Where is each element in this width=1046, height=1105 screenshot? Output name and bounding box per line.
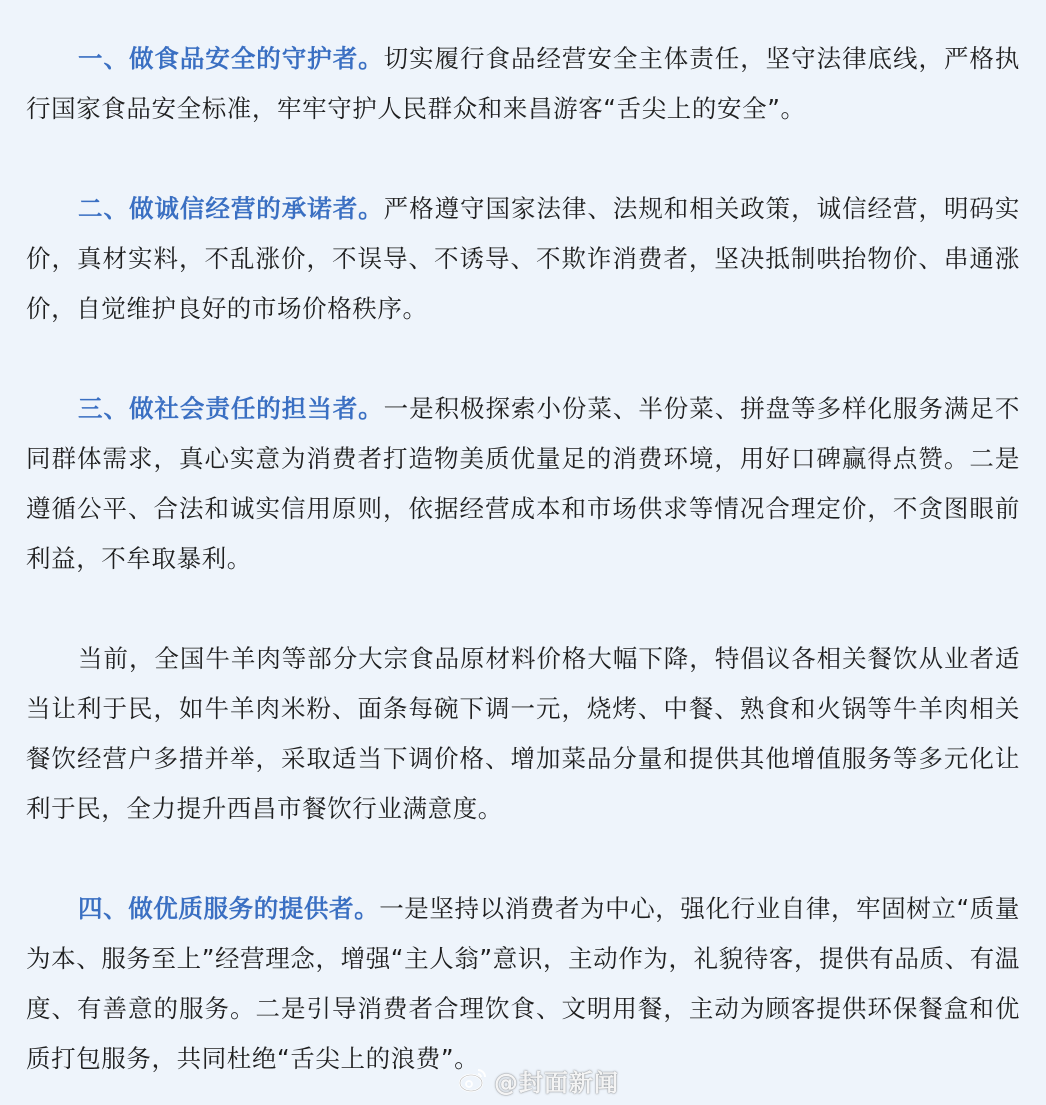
watermark-text: @封面新闻 — [494, 1068, 619, 1097]
source-watermark — [458, 1064, 619, 1096]
paragraph-price-initiative — [26, 634, 1020, 834]
document-body — [26, 34, 1020, 1084]
paragraph-integrity — [26, 184, 1020, 334]
paragraph-social-responsibility — [26, 384, 1020, 584]
section-body: 一是积极探索小份菜、半份菜、拼盘等多样化服务满足不同群体需求，真心实意为消费者打造物美质优量足的消费环境，用好口碑赢得点赞。二是遵循公平、合法和诚实信用原则，依据经营成本和市场供求等情况合理定价，不贪图眼前利益，不牟取暴利。 — [26, 394, 1021, 573]
paragraph-quality-service — [26, 884, 1020, 1084]
section-body: 严格遵守国家法律、法规和相关政策，诚信经营，明码实价，真材实料，不乱涨价，不误导、不诱导、不欺诈消费者，坚决抵制哄抬物价、串通涨价，自觉维护良好的市场价格秩序。 — [26, 194, 1021, 323]
section-body: 一是坚持以消费者为中心，强化行业自律，牢固树立“质量为本、服务至上”经营理念，增强“主人翁”意识，主动作为，礼貌待客，提供有品质、有温度、有善意的服务。二是引导消费者合理饮食、文明用餐，主动为顾客提供环保餐盒和优质打包服务，共同杜绝“舌尖上的浪费”。 — [26, 894, 1020, 1073]
section-heading: 三、做社会责任的担当者。 — [78, 394, 384, 423]
paragraph-food-safety — [26, 34, 1020, 134]
section-body: 当前，全国牛羊肉等部分大宗食品原材料价格大幅下降，特倡议各相关餐饮从业者适当让利于民，如牛羊肉米粉、面条每碗下调一元，烧烤、中餐、熟食和火锅等牛羊肉相关餐饮经营户多措并举，采取适当下调价格、增加菜品分量和提供其他增值服务等多元化让利于民，全力提升西昌市餐饮行业满意度。 — [26, 644, 1020, 823]
section-heading: 一、做食品安全的守护者。 — [78, 44, 384, 73]
section-body: 切实履行食品经营安全主体责任，坚守法律底线，严格执行国家食品安全标准，牢牢守护人民群众和来昌游客“舌尖上的安全”。 — [26, 44, 1021, 123]
section-heading: 四、做优质服务的提供者。 — [78, 894, 380, 923]
weibo-icon — [458, 1067, 488, 1093]
section-heading: 二、做诚信经营的承诺者。 — [78, 194, 384, 223]
